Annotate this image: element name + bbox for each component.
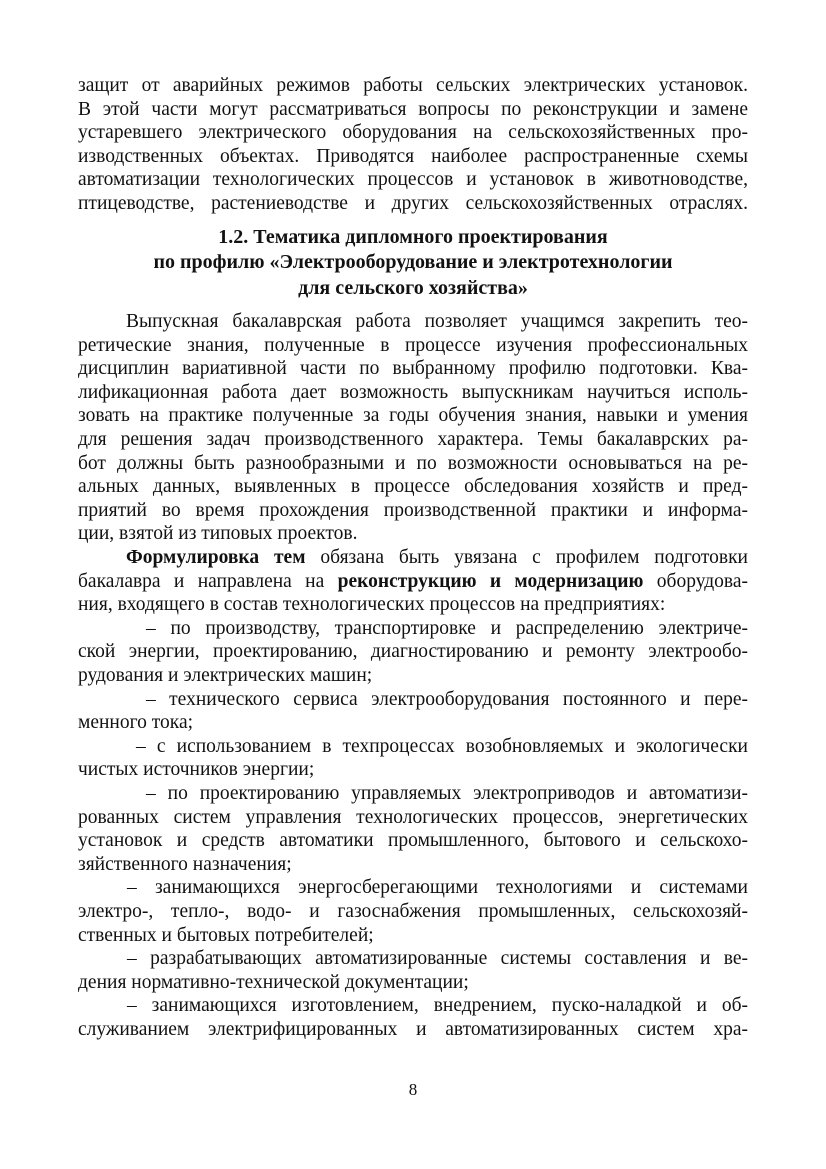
text-line: чистых источников энергии; <box>78 759 315 781</box>
text-line: изводственных объектах. Приводятся наиболее распространенные схемы <box>78 145 748 167</box>
text-line: зяйственного назначения; <box>78 853 292 875</box>
text-line <box>78 570 748 594</box>
text-line: – разрабатывающих автоматизированные системы составления и ве- <box>127 948 748 970</box>
text-line: лификационная работа дает возможность выпускникам научиться исполь- <box>78 381 748 403</box>
text-line: установок и средств автоматики промышленного, бытового и сельскохо- <box>78 830 748 852</box>
text-line: – занимающихся изготовлением, внедрением, пуско-наладкой и об- <box>127 995 748 1017</box>
section-heading <box>78 225 748 302</box>
text-run: бакалавра и направлена на <box>78 570 338 592</box>
text-line: электро-, тепло-, водо- и газоснабжения промышленных, сельскохозяй- <box>78 900 748 922</box>
intro-paragraph <box>78 74 748 216</box>
text-run: обязана быть увязана с профилем подготовки <box>305 547 748 568</box>
list-item <box>78 876 748 947</box>
text-line: устаревшего электрического оборудования на сельскохозяйственных про- <box>78 122 748 144</box>
list-item <box>78 735 748 782</box>
text-line: дисциплин вариативной части по выбранному профилю подготовки. Ква- <box>78 358 748 380</box>
bold-term: реконструкцию и модернизацию <box>337 570 644 592</box>
paragraph-thesis-purpose <box>78 310 748 546</box>
text-line: защит от аварийных режимов работы сельских электрических установок. <box>78 75 748 96</box>
heading-line: по профилю «Электрооборудование и электротехнологии <box>153 251 673 274</box>
text-line: рудования и электрических машин; <box>78 664 373 686</box>
text-line: ственных и бытовых потребителей; <box>78 924 374 946</box>
text-line: ской энергии, проектированию, диагностированию и ремонту электрообо- <box>78 641 748 663</box>
text-line: рованных систем управления технологических процессов, энергетических <box>78 806 748 828</box>
document-page <box>78 74 748 1041</box>
list-item <box>78 947 748 994</box>
text-line: В этой части могут рассматриваться вопросы по реконструкции и замене <box>78 98 748 120</box>
bullet-list <box>78 617 748 1042</box>
bold-term: Формулировка тем <box>126 547 306 568</box>
text-line: приятий во время прохождения производственной практики и информа- <box>78 499 748 521</box>
text-line: – по производству, транспортировке и распределению электриче- <box>146 617 748 639</box>
text-line: служиванием электрифицированных и автоматизированных систем хра- <box>78 1018 748 1040</box>
page-number: 8 <box>408 1080 418 1099</box>
list-item <box>78 617 748 688</box>
text-line: бот должны быть разнообразными и по возможности основываться на ре- <box>78 452 748 474</box>
text-line: птицеводстве, растениеводстве и других сельскохозяйственных отраслях. <box>78 192 748 214</box>
text-line <box>78 546 748 570</box>
text-run: оборудова- <box>643 570 748 592</box>
text-line: дения нормативно-технической документации; <box>78 971 469 993</box>
text-line: – занимающихся энергосберегающими технологиями и системами <box>127 877 748 899</box>
text-line: – по проектированию управляемых электроприводов и автоматизи- <box>146 782 748 804</box>
text-line: альных данных, выявленных в процессе обследования хозяйств и пред- <box>78 476 748 498</box>
text-line: зовать на практике полученные за годы обучения знания, навыки и умения <box>78 405 748 427</box>
text-line: ния, входящего в состав технологических процессов на предприятиях: <box>78 594 666 616</box>
paragraph-topic-formulation <box>78 546 748 617</box>
list-item <box>78 688 748 735</box>
list-item <box>78 782 748 876</box>
text-line: ции, взятой из типовых проектов. <box>78 523 358 545</box>
text-line: – технического сервиса электрооборудования постоянного и пере- <box>146 688 748 710</box>
text-line: ретические знания, полученные в процессе изучения профессиональных <box>78 334 748 356</box>
text-line: Выпускная бакалаврская работа позволяет учащимся закрепить тео- <box>126 311 748 333</box>
text-line: – с использованием в техпроцессах возобновляемых и экологически <box>136 735 748 757</box>
text-line: для решения задач производственного характера. Темы бакалаврских ра- <box>78 429 748 451</box>
list-item <box>78 994 748 1041</box>
heading-line: 1.2. Тематика дипломного проектирования <box>218 225 608 248</box>
text-line: автоматизации технологических процессов и установок в животноводстве, <box>78 169 748 191</box>
heading-line: для сельского хозяйства» <box>298 276 528 299</box>
text-line: менного тока; <box>78 712 194 734</box>
